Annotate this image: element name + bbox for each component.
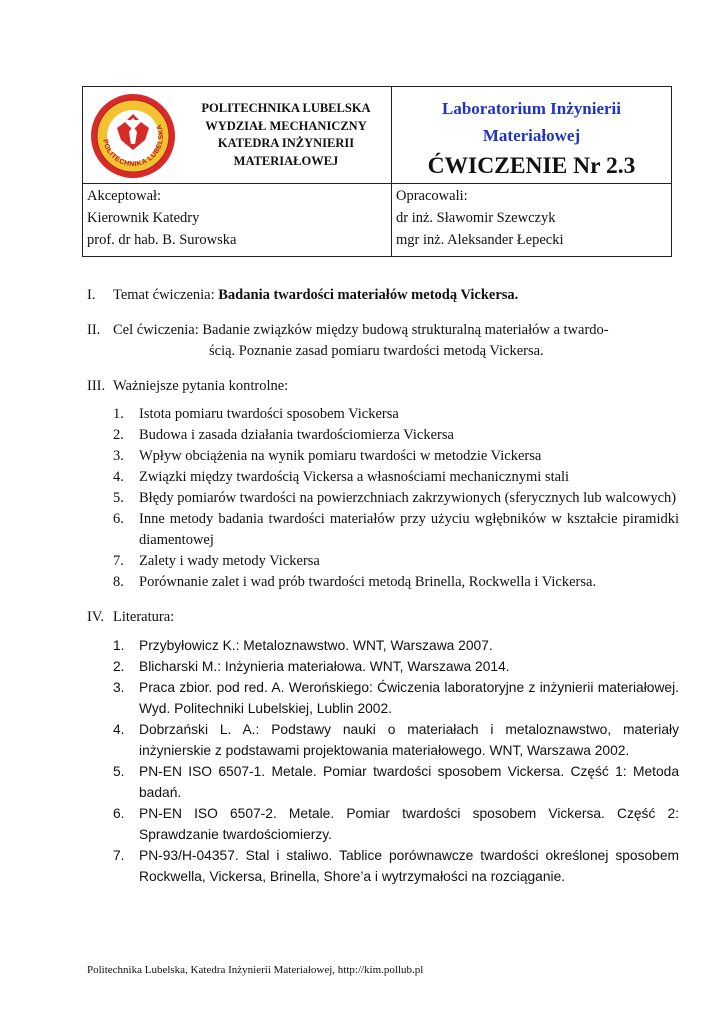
- item-text: PN-93/H-04357. Stal i staliwo. Tablice porównawcze twardości określonej sposobem Rockwella, Vickersa, Brinella, Shore’a i wytrzymałości na rozciąganie.: [139, 848, 679, 884]
- accepted-cell: [83, 184, 392, 257]
- goal-line2: ścią. Poznanie zasad pomiaru twardości metodą Vickersa.: [209, 343, 544, 359]
- question-item: [113, 404, 679, 425]
- question-item: [113, 446, 679, 467]
- item-number: 7.: [113, 848, 125, 863]
- item-text: Praca zbior. pod red. A. Werońskiego: Ćwiczenia laboratoryjne z inżynierii materiałowej. Wyd. Politechniki Lubelskiej, Lublin 2002.: [139, 680, 679, 716]
- prepared-author: mgr inż. Aleksander Łepecki: [396, 232, 564, 248]
- item-text: PN-EN ISO 6507-1. Metale. Pomiar twardości sposobem Vickersa. Część 1: Metoda badań.: [139, 764, 679, 800]
- topic-value: Badania twardości materiałów metodą Vickersa.: [218, 287, 519, 303]
- item-number: 5.: [113, 764, 125, 779]
- item-text: Porównanie zalet i wad prób twardości metodą Brinella, Rockwella i Vickersa.: [139, 574, 597, 590]
- section-number: III.: [87, 378, 106, 394]
- literature-label: Literatura:: [113, 609, 175, 625]
- page-footer: Politechnika Lubelska, Katedra Inżynierii Materiałowej, http://kim.pollub.pl: [87, 964, 424, 976]
- section-number: I.: [87, 287, 96, 303]
- header-title-cell: [392, 87, 672, 184]
- topic-label: Temat ćwiczenia:: [113, 287, 215, 303]
- literature-item: [113, 677, 679, 719]
- question-item: [113, 551, 679, 572]
- logo-text: POLITECHNIKA LUBELSKA: [101, 123, 166, 169]
- item-number: 6.: [113, 806, 125, 821]
- goal-line1: Cel ćwiczenia: Badanie związków między budową strukturalną materiałów a twardo-: [113, 322, 609, 338]
- literature-item: [113, 719, 679, 761]
- item-text: Istota pomiaru twardości sposobem Vickersa: [139, 406, 399, 422]
- question-item: [113, 572, 679, 593]
- item-text: Błędy pomiarów twardości na powierzchniach zakrzywionych (sferycznych lub walcowych): [139, 490, 677, 506]
- exercise-title: ĆWICZENIE Nr 2.3: [427, 153, 636, 179]
- item-number: 2.: [113, 427, 124, 443]
- prepared-author: dr inż. Sławomir Szewczyk: [396, 210, 556, 226]
- item-number: 3.: [113, 680, 125, 695]
- lab-title: [392, 95, 671, 149]
- document-body: [87, 285, 679, 901]
- item-number: 4.: [113, 722, 125, 737]
- literature-item: [113, 635, 679, 656]
- item-number: 5.: [113, 490, 124, 506]
- accepted-label: Akceptował:: [87, 188, 162, 204]
- literature-section: [87, 607, 679, 887]
- lab-title-line1: Laboratorium Inżynierii: [442, 99, 621, 118]
- item-text: Wpływ obciążenia na wynik pomiaru twardości w metodzie Vickersa: [139, 448, 542, 464]
- item-text: Blicharski M.: Inżynieria materiałowa. WNT, Warszawa 2014.: [139, 659, 510, 674]
- org-name: [183, 100, 389, 170]
- item-text: PN-EN ISO 6507-2. Metale. Pomiar twardości sposobem Vickersa. Część 2: Sprawdzanie twardościomierzy.: [139, 806, 679, 842]
- header-table: [82, 86, 672, 257]
- question-item: [113, 467, 679, 488]
- item-number: 2.: [113, 659, 125, 674]
- org-line: WYDZIAŁ MECHANICZNY: [205, 118, 367, 133]
- topic-section: [87, 285, 679, 306]
- item-number: 7.: [113, 553, 124, 569]
- question-item: [113, 488, 679, 509]
- goal-section: [87, 320, 679, 362]
- item-text: Związki między twardością Vickersa a własnościami mechanicznymi stali: [139, 469, 570, 485]
- item-text: Inne metody badania twardości materiałów przy użyciu wgłębników w kształcie piramidki diamentowej: [139, 511, 679, 548]
- questions-list: [113, 404, 679, 593]
- question-item: [113, 509, 679, 551]
- prepared-cell: [392, 184, 672, 257]
- item-number: 3.: [113, 448, 124, 464]
- org-line: MATERIAŁOWEJ: [233, 153, 339, 168]
- accepted-role: Kierownik Katedry: [87, 210, 200, 226]
- literature-list: [113, 635, 679, 887]
- item-text: Przybyłowicz K.: Metaloznawstwo. WNT, Warszawa 2007.: [139, 638, 493, 653]
- section-number: II.: [87, 322, 101, 338]
- accepted-name: prof. dr hab. B. Surowska: [87, 232, 237, 248]
- university-logo-icon: [89, 92, 177, 180]
- header-org-cell: [83, 87, 392, 184]
- prepared-label: Opracowali:: [396, 188, 468, 204]
- item-text: Zalety i wady metody Vickersa: [139, 553, 320, 569]
- literature-item: [113, 845, 679, 887]
- lab-title-line2: Materiałowej: [482, 126, 581, 145]
- literature-item: [113, 761, 679, 803]
- item-text: Budowa i zasada działania twardościomierza Vickersa: [139, 427, 454, 443]
- item-number: 6.: [113, 511, 124, 527]
- question-item: [113, 425, 679, 446]
- literature-item: [113, 803, 679, 845]
- questions-section: [87, 376, 679, 593]
- org-line: KATEDRA INŻYNIERII: [217, 136, 355, 150]
- section-number: IV.: [87, 609, 105, 625]
- item-number: 1.: [113, 406, 124, 422]
- literature-item: [113, 656, 679, 677]
- item-text: Dobrzański L. A.: Podstawy nauki o materiałach i metaloznawstwo, materiały inżynierskie z podstawami projektowania materiałowego. WNT, Warszawa 2002.: [139, 722, 679, 758]
- item-number: 4.: [113, 469, 124, 485]
- item-number: 8.: [113, 574, 124, 590]
- item-number: 1.: [113, 638, 125, 653]
- org-line: POLITECHNIKA LUBELSKA: [201, 101, 371, 115]
- questions-label: Ważniejsze pytania kontrolne:: [113, 378, 289, 394]
